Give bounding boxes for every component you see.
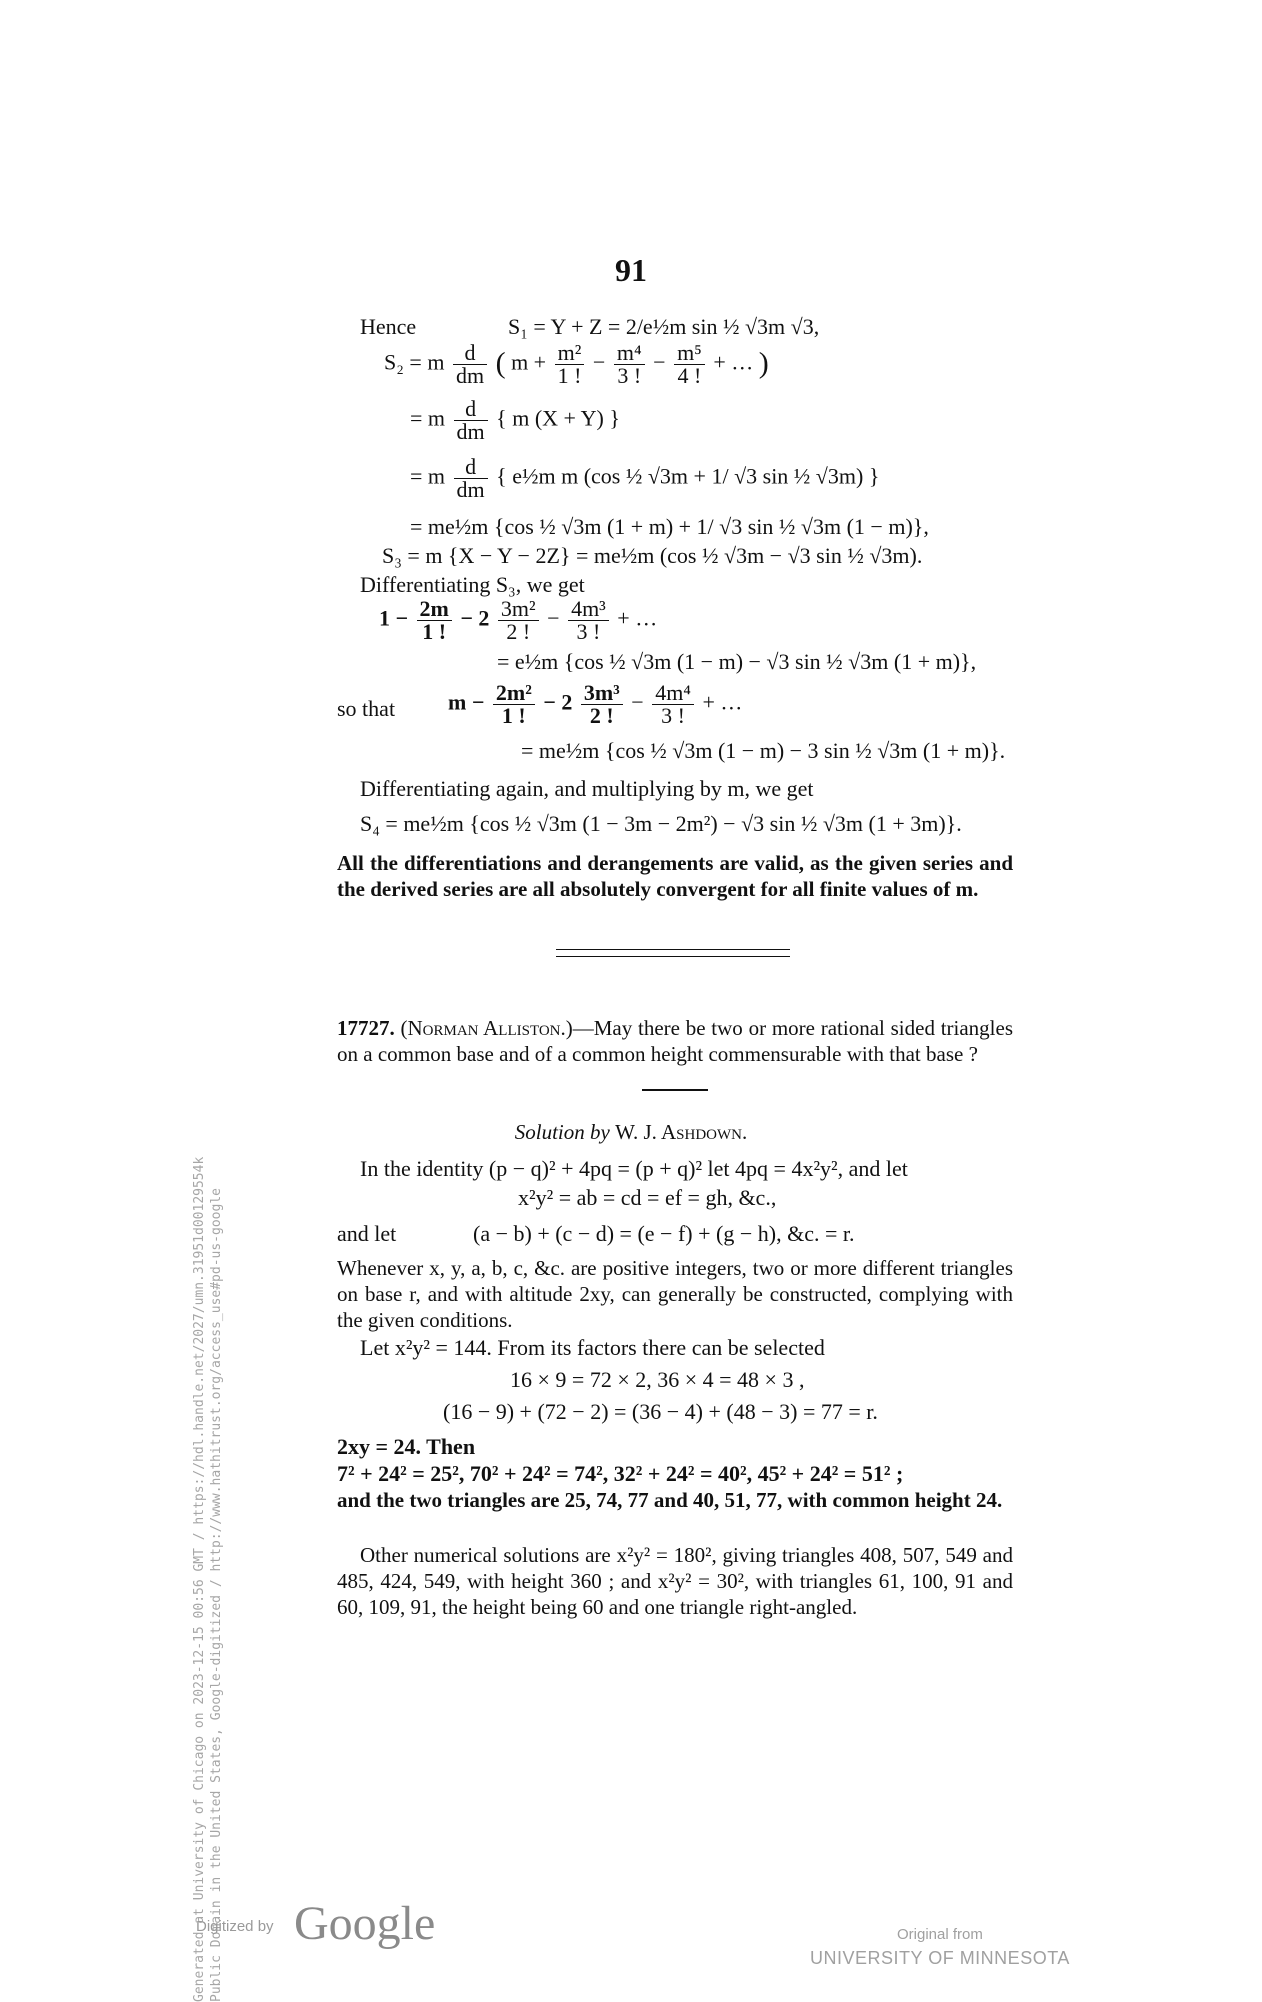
separator-rule-top: [556, 949, 790, 950]
s2-series-start: m +: [511, 349, 547, 375]
fraction-3m2: $\frac{\text{3m²}}{2 !}$: [498, 598, 539, 643]
equals-line-2: = me½m {cos ½ √3m (1 − m) − 3 sin ½ √3m (1 + m)}.: [521, 738, 1006, 763]
d-dm-fraction: $\frac{d}{dm}$: [454, 398, 488, 443]
solution-heading: Solution by W. J. Ashdown.: [514, 1120, 748, 1144]
conclusion-paragraph: All the differentiations and derangements are valid, as the given series and the derived series are all absolutely convergent for all finite values of m.: [337, 851, 1013, 901]
and-let-label: and let: [337, 1221, 397, 1246]
equals-line-1: = e½m {cos ½ √3m (1 − m) − √3 sin ½ √3m (1 + m)},: [497, 649, 977, 674]
so-that-label: so that: [337, 696, 396, 721]
d-dm-fraction: $\frac{d}{dm}$: [454, 456, 488, 501]
then-line: 2xy = 24. Then: [337, 1434, 476, 1459]
question-17727: [337, 1015, 1013, 1067]
s2-lhs: S₂ = m: [384, 349, 445, 375]
page-number: 91: [615, 252, 647, 288]
fraction-m4: $\frac{\text{m⁴}}{3 !}$: [614, 342, 645, 387]
question-number: 17727.: [337, 1016, 395, 1040]
s1-equation: S₁ = Y + Z = 2/e½m sin ½ √3m √3,: [508, 314, 820, 339]
s4-equation: S₄ = me½m {cos ½ √3m (1 − 3m − 2m²) − √3 sin ½ √3m (1 + 3m)}.: [360, 811, 962, 836]
differentiating-s3: Differentiating S₃, we get: [360, 572, 585, 597]
fraction-2m: $\frac{2m}{1 !}$: [417, 598, 452, 643]
xy-equation: x²y² = ab = cd = ef = gh, &c.,: [518, 1185, 777, 1210]
fraction-2m2: $\frac{\text{2m²}}{1 !}$: [493, 682, 535, 727]
s2-equation: S₂ = m $\frac{d}{dm}$ ( m + $\frac{\text{m²}}{1 !}$ − $\frac{\text{m⁴}}{3 !}$ − $\frac{\text{m⁵}}{4 !}$ + … ): [384, 340, 769, 388]
fraction-4m3: $\frac{\text{4m³}}{3 !}$: [568, 598, 609, 643]
differentiating-again: Differentiating again, and multiplying by m, we get: [360, 776, 814, 801]
d-dm-fraction: $\frac{d}{dm}$: [453, 342, 487, 387]
two-triangles-paragraph: and the two triangles are 25, 74, 77 and 40, 51, 77, with common height 24.: [337, 1488, 1003, 1512]
series-m: m − $\frac{\text{2m²}}{1 !}$ − 2 $\frac{\text{3m³}}{2 !}$ − $\frac{\text{4m⁴}}{3 !}$ + …: [448, 680, 743, 728]
original-from-label: Original from: [897, 1926, 983, 1943]
question-text: —May there be two or more rational sided triangles on a common base and of a common height commensurable with that base ?: [337, 1016, 1014, 1066]
line-5: = me½m {cos ½ √3m (1 + m) + 1/ √3 sin ½ √3m (1 − m)},: [410, 514, 929, 539]
let-line: Let x²y² = 144. From its factors there can be selected: [360, 1335, 825, 1360]
fraction-3m3: $\frac{\text{3m³}}{2 !}$: [581, 682, 623, 727]
margin-watermark: Generated at University of Chicago on 2023-12-15 00:56 GMT / https://hdl.handle.net/2027/umn.31951d00129554k Public Domain in the United States, Google-digitized / http://www.hathitrust.org/access_use#pd-us-google: [192, 1156, 224, 2002]
fraction-m2: $\frac{\text{m²}}{1 !}$: [555, 342, 585, 387]
line-4: = m $\frac{d}{dm}$ { e½m m (cos ½ √3m + 1/ √3 sin ½ √3m) }: [410, 454, 880, 502]
question-author: (Norman Alliston.): [400, 1016, 573, 1040]
fraction-4m4: $\frac{\text{4m⁴}}{3 !}$: [652, 682, 694, 727]
s3-equation: S₃ = m {X − Y − 2Z} = me½m (cos ½ √3m − √3 sin ½ √3m).: [382, 543, 923, 568]
google-logo: Google: [294, 1897, 436, 1950]
identity-line: In the identity (p − q)² + 4pq = (p + q)² let 4pq = 4x²y², and let: [360, 1156, 908, 1181]
sum-line: (16 − 9) + (72 − 2) = (36 − 4) + (48 − 3) = 77 = r.: [443, 1399, 878, 1424]
other-solutions-paragraph: Other numerical solutions are x²y² = 180², giving triangles 408, 507, 549 and 485, 424, 549, with height 360 ; and x²y² = 30², with triangles 61, 100, 91 and 60, 109, 91, the height being 60 and one triangle right-angled.: [337, 1543, 1013, 1619]
whenever-paragraph: Whenever x, y, a, b, c, &c. are positive integers, two or more different triangles on base r, and with altitude 2xy, can generally be constructed, complying with the given conditions.: [337, 1256, 1013, 1332]
university-label: UNIVERSITY OF MINNESOTA: [810, 1948, 1070, 1968]
factors-line: 16 × 9 = 72 × 2, 36 × 4 = 48 × 3 ,: [510, 1367, 805, 1392]
line-3: = m $\frac{d}{dm}$ { m (X + Y) }: [410, 396, 620, 444]
separator-rule-bottom: [556, 956, 790, 957]
s2-tail: + …: [713, 349, 759, 375]
fraction-m5: $\frac{\text{m⁵}}{4 !}$: [674, 342, 705, 387]
squares-line: 7² + 24² = 25², 70² + 24² = 74², 32² + 24² = 40², 45² + 24² = 51² ;: [337, 1461, 904, 1486]
question-end-rule: [642, 1089, 708, 1091]
r-equation: (a − b) + (c − d) = (e − f) + (g − h), &c. = r.: [473, 1221, 855, 1246]
series-differentiated: 1 − $\frac{2m}{1 !}$ − 2 $\frac{\text{3m²}}{2 !}$ − $\frac{\text{4m³}}{3 !}$ + …: [379, 596, 658, 644]
digitized-by-label: Digitized by: [196, 1918, 274, 1935]
hence-label: Hence: [360, 314, 417, 339]
